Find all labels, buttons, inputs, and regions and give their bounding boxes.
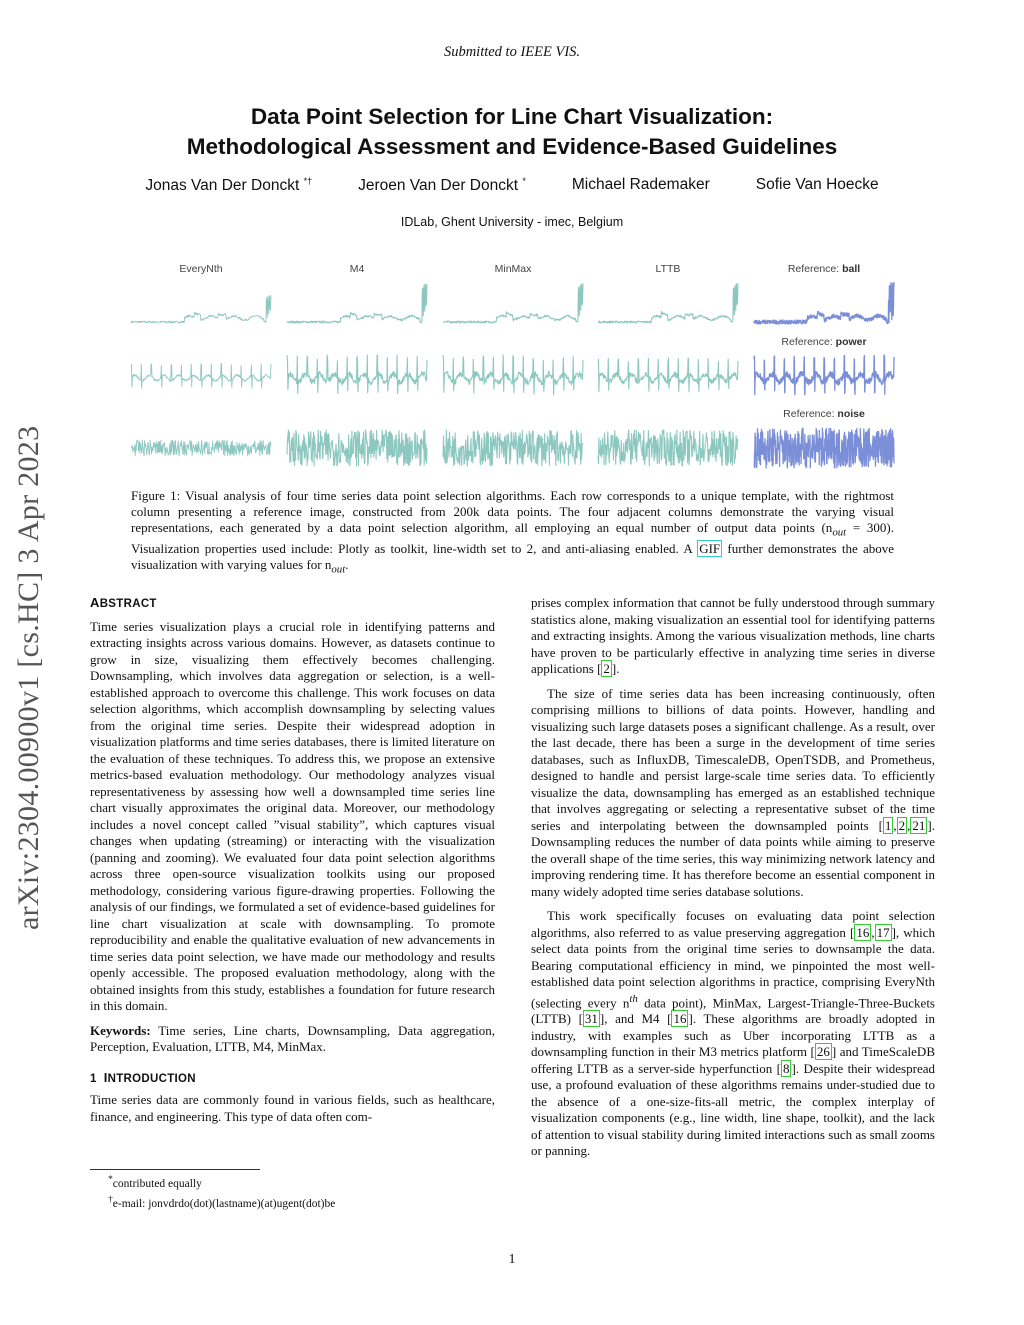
citation[interactable]: 16 xyxy=(856,924,870,940)
affiliation: IDLab, Ghent University - imec, Belgium xyxy=(400,215,624,229)
ref-label-noise: Reference: noise xyxy=(783,408,865,420)
plot-noise-lttb xyxy=(598,430,738,466)
col-label-m4: M4 xyxy=(349,263,365,275)
col-label-minmax: MinMax xyxy=(494,263,532,275)
citation[interactable]: 2 xyxy=(898,817,906,833)
ref-label-power: Reference: power xyxy=(781,336,867,348)
author-1: Jonas Van Der Donckt *† xyxy=(145,176,313,195)
citation[interactable]: 17 xyxy=(876,924,890,940)
author-4: Sofie Van Hoecke xyxy=(755,176,879,193)
plot-ball-everynth xyxy=(131,295,271,323)
citation[interactable]: 31 xyxy=(584,1011,598,1027)
plot-power-reference xyxy=(754,355,894,395)
plot-power-m4 xyxy=(287,355,427,394)
plot-power-lttb xyxy=(598,358,738,392)
citation[interactable]: 2 xyxy=(603,661,610,676)
right-column xyxy=(531,595,935,1160)
plot-noise-reference xyxy=(754,428,894,468)
plot-ball-reference xyxy=(754,282,894,324)
intro-para-3: This work specifically focuses on evaluating data point selection algorithms, also referred to as value preserving aggregation [ 16 , 17 ], which select data points from the original time series to downsample the data. Bearing computational efficiency in mind, we pinpointed the most well-established data point selection algorithms in practice, comprising EveryNth (selecting every $n^{th}$ data point), MinMax, Largest-Triangle-Three-Buckets (LTTB) [ 31 ], and M4 [ 16 ]. These algorithms are broadly adopted in industry, with examples such as Uber incorporating LTTB as a downsampling function in their M3 metrics platform [ 26 ] and TimeScaleDB offering LTTB as a server-side hyperfunction [ 8 ]. Despite their widespread use, a profound evaluation of these algorithms remains under-studied due to the absence of a one-size-fits-all metric, the complex interplay of visualization components (e.g., line width, line shape, toolkit), and the lack of attention to visual stability during limited interactions such as small zooms or panning. xyxy=(531,908,936,1159)
plot-ball-m4 xyxy=(287,284,427,323)
plot-power-minmax xyxy=(443,355,583,395)
left-column xyxy=(90,595,495,1125)
col-label-everynth: EveryNth xyxy=(179,263,223,275)
footnotes xyxy=(90,1172,495,1212)
intro-heading: 1 INTRODUCTION xyxy=(90,1069,196,1085)
plot-ball-lttb xyxy=(598,284,738,323)
citation[interactable]: 8 xyxy=(782,1060,790,1076)
title-line-2: Methodological Assessment and Evidence-Based Guidelines xyxy=(186,134,838,159)
plot-noise-everynth xyxy=(131,440,271,456)
arxiv-stamp: arXiv:2304.00900v1 [cs.HC] 3 Apr 2023 xyxy=(12,425,45,930)
intro-para-1: prises complex information that cannot be fully understood through summary statistics alone, making visualization an essential tool for identifying patterns and extracting insights. Among the various visualization methods, line charts have proven to be particularly effective in analyzing time series in diverse applications [ 2 ]. xyxy=(531,595,935,676)
gif-link[interactable]: GIF xyxy=(699,540,721,556)
citation[interactable]: 26 xyxy=(816,1044,830,1060)
footnote-rule xyxy=(90,1169,260,1170)
plot-noise-minmax xyxy=(443,430,583,466)
intro-text-left: Time series data are commonly found in various fields, such as healthcare, finance, and engineering. This type of data often com- xyxy=(90,1092,495,1124)
page-number: 1 xyxy=(508,1252,516,1267)
author-3: Michael Rademaker xyxy=(571,176,710,193)
plot-power-everynth xyxy=(131,364,271,389)
col-label-lttb: LTTB xyxy=(655,263,681,275)
citation[interactable]: 16 xyxy=(673,1011,687,1027)
figure-1-plots xyxy=(0,0,1024,480)
plot-ball-minmax xyxy=(443,283,583,323)
footnote-2: †e-mail: jonvdrdo(dot)(lastname)(at)ugent(dot)be xyxy=(108,1193,336,1210)
submission-note: Submitted to IEEE VIS. xyxy=(443,44,581,60)
keywords: Keywords: Time series, Line charts, Downsampling, Data aggregation, Perception, Evaluation, LTTB, M4, MinMax. xyxy=(90,1022,495,1054)
author-2: Jeroen Van Der Donckt * xyxy=(358,176,526,195)
citation[interactable]: 21 xyxy=(912,817,926,833)
ref-label-ball: Reference: ball xyxy=(787,263,861,275)
title-line-1: Data Point Selection for Line Chart Visualization: xyxy=(250,104,774,129)
citation[interactable]: 1 xyxy=(884,817,892,833)
figure-caption: Figure 1: Visual analysis of four time series data point selection algorithms. Each row corresponds to a unique template, with the rightmost column presenting a reference image, constructed from 200k data points. The four adjacent columns demonstrate the varying visual representations, each generated by a data point selection algorithm, all employing an equal number of output data points $(n_{out} = 300)$. Visualization properties used include: Plotly as toolkit, line-width set to 2, and anti-aliasing enabled. A GIF further demonstrates the above visualization with varying values for $n_{out}$. xyxy=(131,488,894,576)
abstract-text: Time series visualization plays a crucial role in identifying patterns and extracting insights across various domains. However, as datasets continue to grow in size, visualizing them effectively becomes challenging. Downsampling, which involves data aggregation or selection, is a well-established approach to overcome this challenge. This work focuses on data selection algorithms, which accomplish downsampling by selecting values from the original time series. Despite their widespread adoption in visualization platforms and time series databases, there is limited literature on the evaluation of these techniques. To address this, we propose an extensive metrics-based evaluation methodology. Our methodology analyzes visual representativeness by assessing how well a downsampled time series line chart visually approximates the original data. Moreover, our methodology includes a novel concept called ”visual stability”, which captures visual changes when updating (streaming) or interacting with the visualization (panning and zooming). We evaluated four data point selection algorithms across three open-source visualization toolkits using our proposed methodology, considering various figure-drawing properties. Following the analysis of our findings, we formulated a set of evidence-based guidelines for line chart visualization at scale with downsampling. To promote reproducibility and enable the qualitative evaluation of new advancements in time series data point selection, we have made our methodology and results openly accessible. The proposed evaluation methodology, along with the obtained insights from this study, establishes a foundation for future research in this domain. xyxy=(90,618,495,1013)
footnote-1: *contributed equally xyxy=(108,1174,202,1190)
abstract-heading: ABSTRACT xyxy=(90,595,157,610)
intro-para-2: The size of time series data has been increasing continuously, often comprising millions to billions of data points. However, handling and visualizing such large datasets poses a significant challenge. As a result, over the last decade, there has been a surge in the development of time series databases, such as InfluxDB, TimescaleDB, OpenTSDB, and Prometheus, designed to handle and persist large-scale time series data. To efficiently visualize the data, downsampling has emerged as an established technique that involves aggregating or selecting a representative subset of the time series and interpolating between the downsampled points [ 1 , 2 , 21 ]. Downsampling reduces the number of data points while aiming to preserve the overall shape of the time series, this way minimizing network latency and improving rendering time. It has therefore become an essential component in many widely adopted time series database solutions. xyxy=(531,685,935,899)
plot-noise-m4 xyxy=(287,430,427,466)
